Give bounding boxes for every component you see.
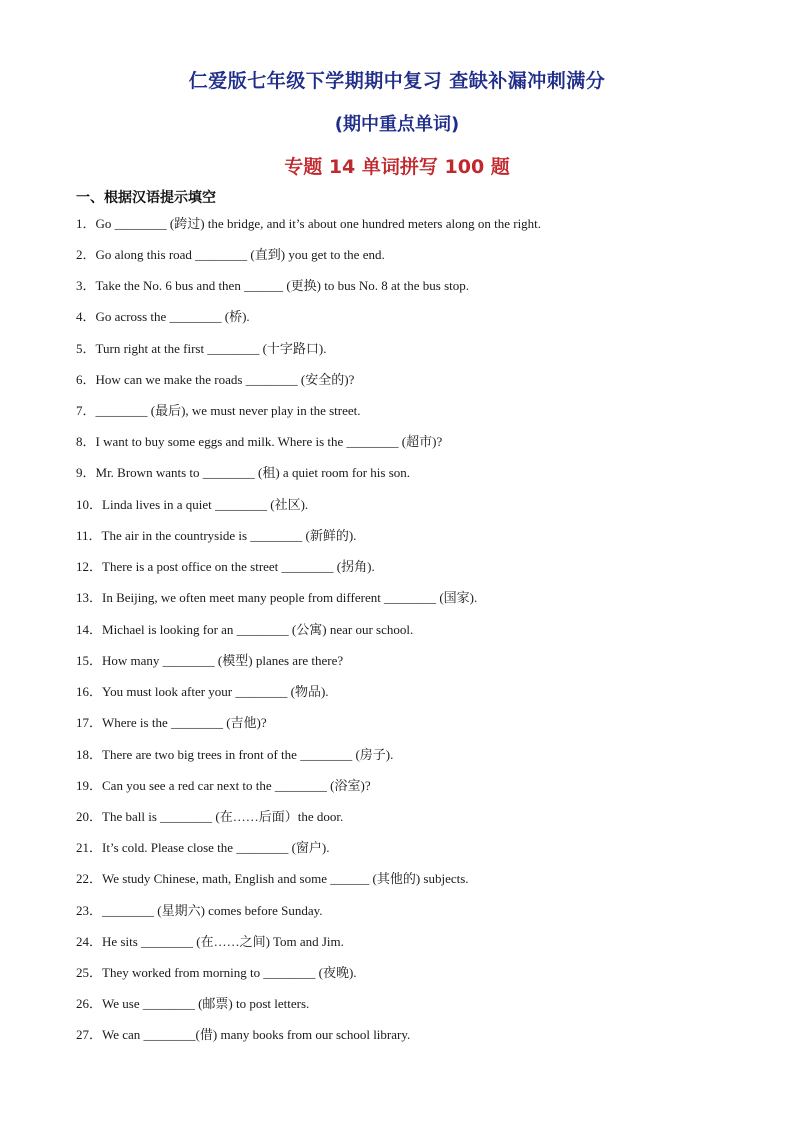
question-item: 23．________ (星期六) comes before Sunday. (76, 903, 323, 918)
question-item: 8．I want to buy some eggs and milk. Where is the ________ (超市)? (76, 434, 443, 449)
question-item: 7．________ (最后), we must never play in the street. (76, 403, 361, 418)
question-item: 11．The air in the countryside is ________ (新鲜的). (76, 528, 357, 543)
topic-heading: 专题 14 单词拼写 100 题 (284, 156, 510, 178)
question-item: 22．We study Chinese, math, English and some ______ (其他的) subjects. (76, 871, 469, 886)
question-item: 13．In Beijing, we often meet many people from different ________ (国家). (76, 590, 478, 605)
question-item: 10．Linda lives in a quiet ________ (社区). (76, 497, 309, 512)
document-subtitle: (期中重点单词) (334, 114, 460, 135)
section-heading: 一、根据汉语提示填空 (76, 190, 216, 206)
question-item: 18．There are two big trees in front of the ________ (房子). (76, 747, 394, 762)
question-item: 19．Can you see a red car next to the ________ (浴室)? (76, 778, 371, 793)
question-item: 27．We can ________(借) many books from our school library. (76, 1027, 411, 1042)
question-item: 3．Take the No. 6 bus and then ______ (更换) to bus No. 8 at the bus stop. (76, 278, 470, 293)
question-item: 4．Go across the ________ (桥). (76, 309, 250, 324)
question-item: 20．The ball is ________ (在……后面）the door. (76, 809, 344, 824)
question-item: 2．Go along this road ________ (直到) you get to the end. (76, 247, 385, 262)
question-item: 25．They worked from morning to ________ (夜晚). (76, 965, 357, 980)
question-item: 12．There is a post office on the street ________ (拐角). (76, 559, 375, 574)
question-item: 24．He sits ________ (在……之间) Tom and Jim. (76, 934, 344, 949)
question-item: 14．Michael is looking for an ________ (公寓) near our school. (76, 622, 414, 637)
question-item: 21．It’s cold. Please close the ________ (窗户). (76, 840, 330, 855)
question-item: 6．How can we make the roads ________ (安全的)? (76, 372, 355, 387)
question-item: 16．You must look after your ________ (物品). (76, 684, 329, 699)
question-item: 26．We use ________ (邮票) to post letters. (76, 996, 310, 1011)
question-item: 9．Mr. Brown wants to ________ (租) a quiet room for his son. (76, 465, 411, 480)
question-item: 5．Turn right at the first ________ (十字路口). (76, 341, 327, 356)
document-title: 仁爱版七年级下学期期中复习 查缺补漏冲刺满分 (188, 70, 606, 92)
question-item: 1．Go ________ (跨过) the bridge, and it’s about one hundred meters along on the right. (76, 216, 542, 231)
question-item: 15．How many ________ (模型) planes are there? (76, 653, 344, 668)
question-item: 17．Where is the ________ (吉他)? (76, 715, 267, 730)
